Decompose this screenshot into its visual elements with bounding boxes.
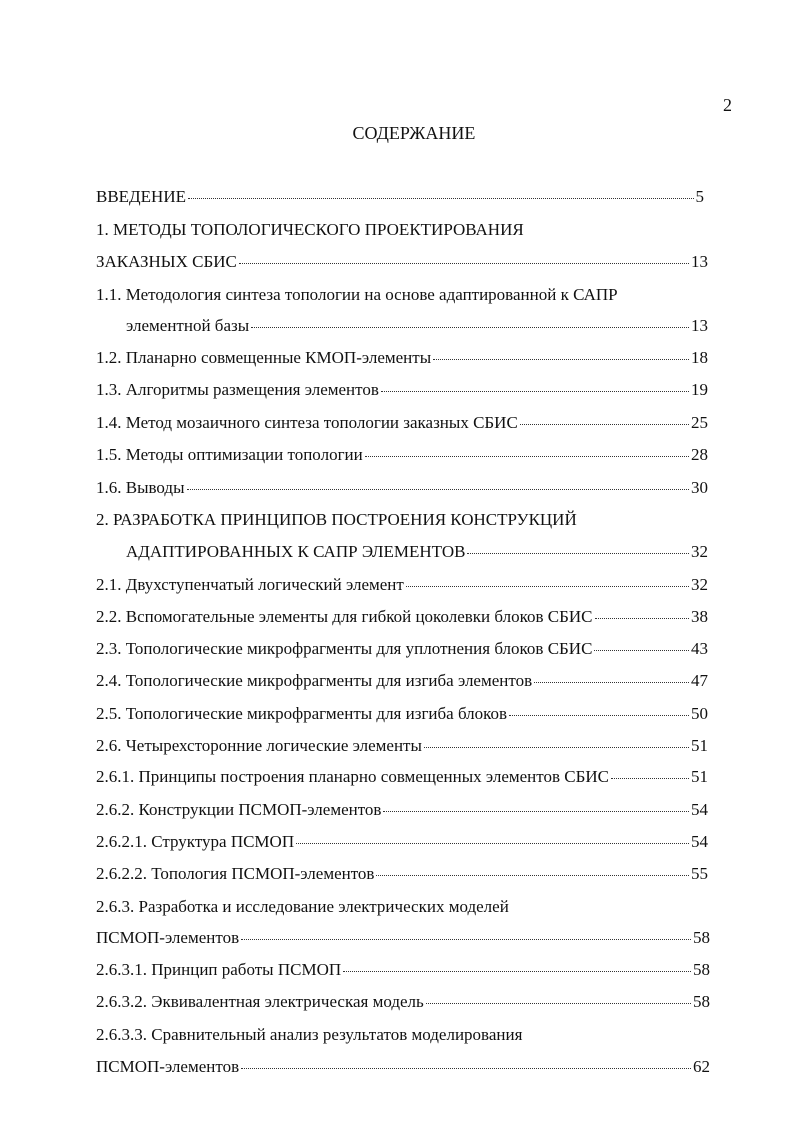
toc-entry-text: 1.5. Методы оптимизации топологии: [96, 445, 363, 464]
toc-entry-page: 28: [691, 445, 708, 464]
dot-leader: [406, 586, 689, 587]
toc-entry-page: 25: [691, 413, 708, 432]
toc-entry-introduction: [96, 186, 704, 208]
toc-entry-text: 2.2. Вспомогательные элементы для гибкой цоколевки блоков СБИС: [96, 607, 593, 626]
toc-entry-page: 30: [691, 478, 708, 497]
toc-entry-text: 2.6.3.1. Принцип работы ПСМОП: [96, 960, 342, 979]
toc-entry-2-6-1: [96, 766, 708, 788]
toc-entry-2-4: [96, 670, 708, 692]
toc-entry-page: 19: [691, 380, 708, 399]
toc-entry-page: 58: [693, 928, 710, 947]
toc-entry-chapter-2-cont: [126, 541, 708, 563]
toc-entry-text: элементной базы: [126, 316, 250, 335]
dot-leader: [594, 650, 689, 651]
dot-leader: [433, 359, 689, 360]
toc-entry-page: 54: [691, 832, 708, 851]
toc-entry-2-2: [96, 606, 708, 628]
toc-entry-page: 55: [691, 864, 708, 883]
toc-entry-2-6-2: [96, 799, 708, 821]
dot-leader: [239, 263, 689, 264]
toc-entry-page: 5: [695, 187, 704, 206]
dot-leader: [241, 939, 691, 940]
dot-leader: [188, 198, 694, 199]
toc-entry-1-4: [96, 412, 708, 434]
dot-leader: [383, 811, 689, 812]
toc-entry-text: ПСМОП-элементов: [96, 1057, 240, 1076]
toc-entry-text: 2.3. Топологические микрофрагменты для уплотнения блоков СБИС: [96, 639, 593, 658]
toc-entry-text: ПСМОП-элементов: [96, 928, 240, 947]
toc-entry-2-6-2-1: [96, 831, 708, 853]
dot-leader: [241, 1068, 691, 1069]
toc-entry-2-6-3-3: [96, 1024, 522, 1046]
toc-entry-page: 54: [691, 800, 708, 819]
toc-entry-1-2: [96, 347, 708, 369]
toc-entry-2-6-2-2: [96, 863, 708, 885]
toc-entry-text: 2.6.2.1. Структура ПСМОП: [96, 832, 295, 851]
toc-entry-text: ЗАКАЗНЫХ СБИС: [96, 252, 237, 271]
toc-entry-page: 18: [691, 348, 708, 367]
dot-leader: [426, 1003, 691, 1004]
toc-entry-text: 2.1. Двухступенчатый логический элемент: [96, 575, 404, 594]
toc-entry-text: 1.2. Планарно совмещенные КМОП-элементы: [96, 348, 432, 367]
toc-entry-page: 58: [693, 992, 710, 1011]
toc-entry-1-1: [96, 284, 618, 306]
toc-entry-2-6: [96, 735, 708, 757]
toc-entry-1-1-cont: [126, 315, 708, 337]
toc-entry-page: 43: [691, 639, 708, 658]
toc-entry-2-6-3: [96, 896, 509, 918]
toc-entry-text: 2.6.2.2. Топология ПСМОП-элементов: [96, 864, 375, 883]
toc-entry-page: 32: [691, 542, 708, 561]
toc-entry-text: 2.6.1. Принципы построения планарно совмещенных элементов СБИС: [96, 767, 609, 786]
toc-entry-page: 13: [691, 316, 708, 335]
toc-entry-2-6-3-cont: [96, 927, 710, 949]
toc-entry-page: 38: [691, 607, 708, 626]
toc-entry-2-1: [96, 574, 708, 596]
toc-entry-1-6: [96, 477, 708, 499]
dot-leader: [376, 875, 689, 876]
toc-entry-text: 1.4. Метод мозаичного синтеза топологии заказных СБИС: [96, 413, 518, 432]
toc-entry-chapter-1: [96, 219, 524, 241]
dot-leader: [296, 843, 689, 844]
toc-entry-page: 32: [691, 575, 708, 594]
toc-entry-1-3: [96, 379, 708, 401]
toc-entry-2-6-3-3-cont: [96, 1056, 710, 1078]
toc-entry-text: ВВЕДЕНИЕ: [96, 187, 186, 206]
toc-entry-page: 51: [691, 736, 708, 755]
dot-leader: [467, 553, 689, 554]
toc-entry-1-5: [96, 444, 708, 466]
toc-entry-text: 2.6.3. Разработка и исследование электрических моделей: [96, 897, 509, 916]
toc-entry-text: 2.5. Топологические микрофрагменты для изгиба блоков: [96, 704, 508, 723]
toc-entry-text: 1.3. Алгоритмы размещения элементов: [96, 380, 379, 399]
toc-entry-chapter-1-cont: [96, 251, 708, 273]
toc-entry-text: 1.1. Методология синтеза топологии на основе адаптированной к САПР: [96, 285, 618, 304]
dot-leader: [343, 971, 691, 972]
dot-leader: [365, 456, 689, 457]
toc-entry-text: 1. МЕТОДЫ ТОПОЛОГИЧЕСКОГО ПРОЕКТИРОВАНИЯ: [96, 220, 524, 239]
page-number: 2: [723, 95, 732, 115]
toc-title: СОДЕРЖАНИЕ: [352, 123, 476, 143]
toc-entry-text: 1.6. Выводы: [96, 478, 185, 497]
toc-entry-2-6-3-1: [96, 959, 710, 981]
dot-leader: [424, 747, 689, 748]
toc-entry-text: 2.6.3.3. Сравнительный анализ результатов моделирования: [96, 1025, 523, 1044]
toc-entry-page: 47: [691, 671, 708, 690]
dot-leader: [187, 489, 689, 490]
toc-entry-page: 50: [691, 704, 708, 723]
toc-entry-2-5: [96, 703, 708, 725]
toc-entry-text: 2.4. Топологические микрофрагменты для изгиба элементов: [96, 671, 533, 690]
dot-leader: [611, 778, 689, 779]
dot-leader: [381, 391, 689, 392]
dot-leader: [520, 424, 689, 425]
toc-entry-text: 2.6. Четырехсторонние логические элементы: [96, 736, 422, 755]
dot-leader: [595, 618, 690, 619]
toc-entry-text: АДАПТИРОВАННЫХ К САПР ЭЛЕМЕНТОВ: [126, 542, 466, 561]
toc-entry-page: 62: [693, 1057, 710, 1076]
toc-entry-2-6-3-2: [96, 991, 710, 1013]
toc-entry-page: 58: [693, 960, 710, 979]
toc-entry-text: 2.6.3.2. Эквивалентная электрическая модель: [96, 992, 424, 1011]
toc-entry-2-3: [96, 638, 708, 660]
toc-entry-chapter-2: [96, 509, 577, 531]
dot-leader: [534, 682, 689, 683]
toc-entry-page: 51: [691, 767, 708, 786]
dot-leader: [251, 327, 689, 328]
toc-entry-text: 2.6.2. Конструкции ПСМОП-элементов: [96, 800, 382, 819]
dot-leader: [509, 715, 689, 716]
toc-entry-text: 2. РАЗРАБОТКА ПРИНЦИПОВ ПОСТРОЕНИЯ КОНСТРУКЦИЙ: [96, 510, 577, 529]
toc-entry-page: 13: [691, 252, 708, 271]
